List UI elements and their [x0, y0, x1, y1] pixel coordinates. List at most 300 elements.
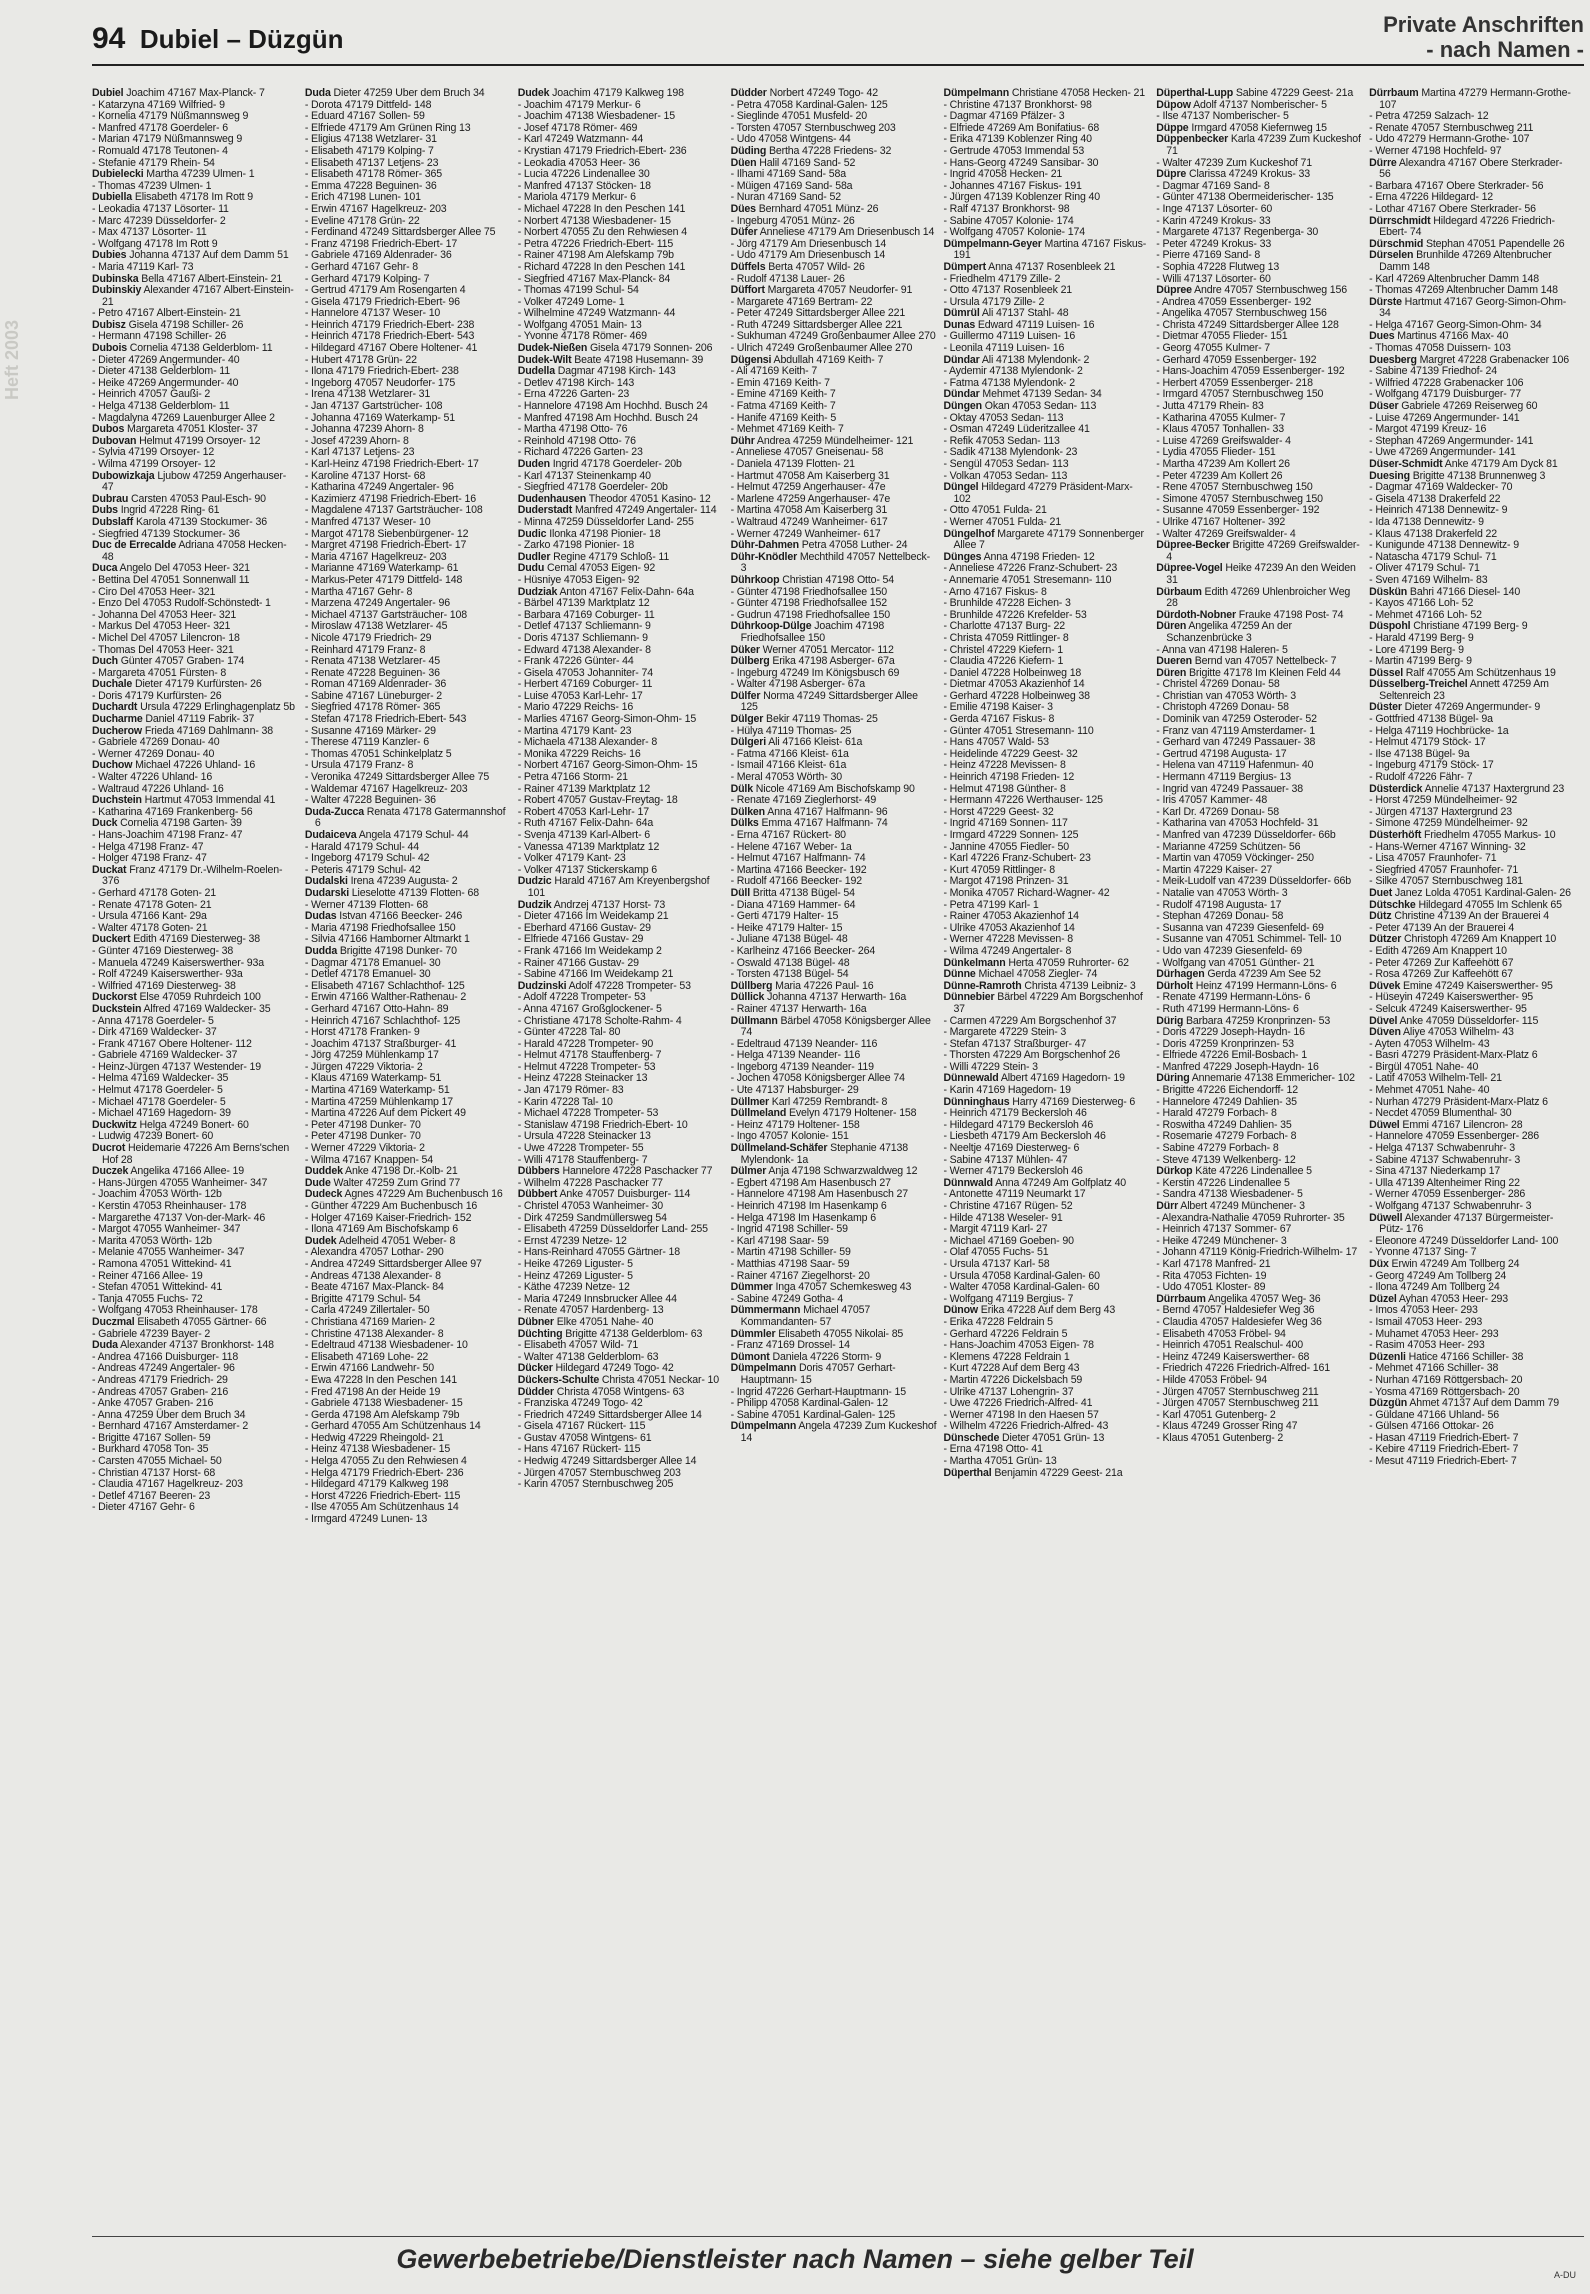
entry-details: - Jannine 47055 Fiedler- 50: [943, 840, 1069, 853]
surname: Dudu: [517, 562, 545, 575]
entry-details: - Jochen 47058 Königsberger Allee 74: [730, 1072, 905, 1085]
entry-details: - Nurhan 47279 Präsident-Marx-Platz 6: [1369, 1095, 1548, 1108]
entry-details: - Martina 47226 Auf dem Pickert 49: [304, 1107, 466, 1120]
entry-details: - Martina 47166 Beecker- 192: [730, 863, 867, 876]
surname: Düfer: [730, 226, 758, 239]
surname: Düsterhöft: [1369, 829, 1422, 841]
listing-column: [92, 88, 299, 2228]
entry-details: Stephanie 47138 Mylendonk- 1a: [740, 1142, 909, 1166]
entry-details: - Gustav 47058 Wintgens- 61: [517, 1431, 652, 1444]
entry-details: - Franz 47169 Drossel- 14: [730, 1339, 850, 1352]
entry-details: - Zarko 47198 Pionier- 18: [517, 539, 635, 552]
entry-details: - Volker 47137 Stickerskamp 6: [517, 863, 658, 876]
entry-details: - Manuela 47249 Kaiserswerther- 93a: [92, 956, 264, 969]
surname: Düdder: [730, 88, 767, 99]
entry-details: Angelo Del 47053 Heer- 321: [119, 562, 250, 575]
entry-details: - Otto 47051 Fulda- 21: [943, 504, 1047, 517]
entry-details: - Gabriele 47239 Bayer- 2: [92, 1327, 211, 1340]
entry-details: - Monika 47229 Reichs- 16: [517, 747, 641, 760]
entry-details: - Ulrich 47249 Großenbaumer Allee 270: [730, 342, 913, 355]
entry-details: - Marita 47053 Wörth- 12b: [92, 1234, 212, 1247]
entry-details: - Waltraud 47226 Uhland- 16: [92, 782, 224, 795]
entry-details: Ingrid 47228 Ring- 61: [120, 504, 220, 517]
entry-details: - Karl 47198 Saar- 59: [730, 1234, 829, 1247]
entry-details: - Christine 47137 Bronkhorst- 98: [943, 98, 1092, 111]
entry-details: Ayhan 47053 Heer- 293: [1398, 1292, 1509, 1305]
surname: Dührkoop-Dülge: [730, 620, 812, 633]
entry-details: Gisela 47198 Schiller- 26: [128, 318, 244, 331]
surname: Dülgeri: [730, 736, 767, 749]
entry-details: - Petra 47259 Salzach- 12: [1369, 110, 1489, 123]
entry-details: - Werner 47198 Hochfeld- 97: [1369, 144, 1502, 157]
entry-details: - Gerhard 47179 Kolping- 7: [304, 272, 430, 285]
entry-details: - Walter 47228 Beguinen- 36: [304, 794, 436, 807]
entry-details: - Jürgen 47137 Haxtergrund 23: [1369, 805, 1513, 818]
entry-details: - Ingrid 47169 Sonnen- 117: [943, 817, 1068, 830]
entry-details: - Müigen 47169 Sand- 58a: [730, 179, 853, 192]
entry-details: - Claudia 47167 Hagelkreuz- 203: [92, 1478, 243, 1491]
entry-details: - Kurt 47228 Auf dem Berg 43: [943, 1362, 1080, 1375]
listing-column: [1369, 88, 1576, 2228]
entry-details: Margareta 47057 Neudorfer- 91: [767, 284, 913, 297]
entry-details: - Gerhard 47178 Goten- 21: [92, 886, 217, 899]
entry-details: - Angelika 47057 Sternbuschweg 156: [1156, 307, 1327, 320]
entry-details: - Georg 47055 Kulmer- 7: [1156, 342, 1271, 355]
entry-details: - Hans-Werner 47167 Winning- 32: [1369, 840, 1526, 853]
section-title-line2: - nach Namen -: [1426, 37, 1584, 62]
entry-details: - Michael 47169 Hagedorn- 39: [92, 1107, 231, 1120]
entry-details: - Rainer 47137 Herwarth- 16a: [730, 1002, 867, 1015]
entry-details: Ali 47137 Stahl- 48: [981, 307, 1069, 320]
surname: Duckstein: [92, 1002, 142, 1015]
surname: Dünkelmann: [943, 956, 1006, 969]
entry-details: Albert 47249 Münchener- 3: [1180, 1200, 1305, 1212]
entry-details: - Lisa 47057 Fraunhofer- 71: [1369, 852, 1497, 865]
entry-details: - Ciro Del 47053 Heer- 321: [92, 585, 216, 598]
surname: Düpow: [1156, 98, 1191, 111]
listing-columns: [92, 88, 1576, 2228]
entry-details: Günter 47057 Graben- 174: [120, 655, 245, 668]
surname: Dudzic: [517, 875, 552, 888]
entry-details: - Andreas 47057 Graben- 216: [92, 1385, 229, 1398]
entry-details: - Walter 47198 Asberger- 67a: [730, 678, 865, 691]
entry-details: - Willi 47178 Stauffenberg- 7: [517, 1153, 648, 1166]
entry-details: Hannelore 47228 Paschacker 77: [562, 1165, 713, 1178]
entry-details: - Gerti 47179 Halter- 15: [730, 910, 839, 923]
entry-details: - Ute 47137 Habsburger- 29: [730, 1084, 859, 1097]
entry-details: - Martin 47226 Dickelsbach 59: [943, 1373, 1083, 1386]
surname: Duesberg: [1369, 353, 1417, 366]
entry-details: - Werner 47179 Beckersloh 46: [943, 1165, 1083, 1178]
entry-details: - Günter 47051 Stresemann- 110: [943, 724, 1094, 737]
entry-details: - Helga 47198 Franz- 47: [92, 840, 204, 853]
entry-details: Brigitte 47138 Gelderblom- 63: [565, 1327, 703, 1340]
entry-details: - Carsten 47055 Michael- 50: [92, 1455, 222, 1468]
entry-details: - Siegfried 47167 Max-Planck- 84: [517, 272, 671, 285]
surname: Dudda: [304, 944, 338, 957]
surname: Dudalski: [304, 875, 348, 888]
listing-entry: [518, 1479, 725, 1491]
entry-details: - Heidelinde 47229 Geest- 32: [943, 747, 1078, 760]
listing-entry: [92, 1143, 299, 1166]
entry-details: - Johanna 47239 Ahorn- 8: [304, 423, 424, 436]
entry-details: - Heinrich 47167 Schlachthof- 125: [304, 1014, 461, 1027]
entry-details: Emine 47249 Kaiserswerther- 95: [1403, 979, 1553, 992]
entry-details: - Rene 47057 Sternbuschweg 150: [1156, 481, 1313, 494]
entry-details: Beate 47198 Husemann- 39: [574, 353, 704, 366]
entry-details: - Ayten 47053 Wilhelm- 43: [1369, 1037, 1490, 1050]
entry-details: - Rainer 47198 Am Alefskamp 79b: [517, 249, 674, 262]
entry-details: Else 47059 Ruhrdeich 100: [139, 991, 261, 1004]
entry-details: Anna 47167 Halfmann- 96: [767, 805, 888, 818]
entry-details: - Torsten 47057 Sternbuschweg 203: [730, 121, 896, 134]
entry-details: - Sven 47169 Wilhelm- 83: [1369, 573, 1488, 586]
entry-details: - Heinrich 47057 Gaußi- 2: [92, 388, 211, 401]
entry-details: - Ruth 47167 Felix-Dahn- 64a: [517, 817, 654, 830]
entry-details: - Manfred 47229 Joseph-Haydn- 16: [1156, 1060, 1319, 1073]
surname: Dützer: [1369, 933, 1402, 946]
entry-details: - Gerhard 47226 Feldrain 5: [943, 1327, 1068, 1340]
entry-details: - Sabine 47137 Schwabenruhr- 3: [1369, 1153, 1521, 1166]
surname: Düllmeland: [730, 1107, 787, 1120]
entry-details: - Helmut 47167 Halfmann- 74: [730, 852, 866, 865]
entry-details: - Marian 47179 Nüßmannsweg 9: [92, 133, 243, 146]
entry-details: - Edith 47269 Am Knappert 10: [1369, 944, 1507, 957]
entry-details: - Hans-Reinhard 47055 Gärtner- 18: [517, 1246, 681, 1259]
entry-details: - Udo 47051 Kloster- 89: [1156, 1281, 1266, 1294]
entry-details: - Steve 47139 Welkenberg- 12: [1156, 1153, 1296, 1166]
entry-details: - Margit 47119 Karl- 27: [943, 1223, 1048, 1236]
entry-details: - Dagmar 47169 Pfälzer- 3: [943, 110, 1065, 123]
entry-details: - Stanislaw 47198 Friedrich-Ebert- 10: [517, 1118, 688, 1131]
entry-details: Adelheid 47051 Weber- 8: [338, 1234, 456, 1247]
entry-details: - Rainer 47167 Ziegelhorst- 20: [730, 1269, 870, 1282]
entry-details: Daniela 47226 Storm- 9: [772, 1350, 882, 1363]
entry-details: Anke 47179 Am Dyck 81: [1444, 458, 1558, 470]
entry-details: - Karin 47169 Hagedorn- 19: [943, 1084, 1071, 1097]
surname: Dückers-Schulte: [517, 1373, 600, 1386]
entry-details: Michael 47058 Ziegler- 74: [978, 968, 1098, 981]
surname: Düring: [1156, 1072, 1190, 1085]
surname: Dündar: [943, 353, 980, 366]
entry-details: Sabine 47229 Geest- 21a: [1235, 88, 1354, 99]
entry-details: - Horst 47259 Mündelheimer- 92: [1369, 794, 1518, 807]
entry-details: - Helga 47167 Georg-Simon-Ohm- 34: [1369, 318, 1542, 331]
entry-details: Elisabeth 47178 Im Rott 9: [134, 191, 253, 204]
listing-entry: [731, 621, 938, 644]
entry-details: - Andrea 47166 Duisburger- 118: [92, 1350, 239, 1363]
entry-details: - Hildegard 47179 Kalkweg 198: [304, 1478, 449, 1491]
entry-details: - Petra 47166 Storm- 21: [517, 771, 628, 784]
surname: Duda-Zucca: [304, 805, 364, 818]
entry-details: Brunhilde 47269 Altenbrucher Damm 148: [1379, 249, 1552, 273]
entry-details: Frieda 47169 Dahlmann- 38: [144, 724, 273, 737]
entry-details: - Torsten 47138 Bügel- 54: [730, 968, 849, 981]
entry-details: Bärbel 47229 Am Borgschenhof 37: [953, 991, 1143, 1015]
entry-details: - Gerhard van 47249 Passauer- 38: [1156, 736, 1316, 749]
entry-details: - Gabriele 47138 Wiesbadener- 15: [304, 1397, 463, 1410]
entry-details: - Hüsniye 47053 Eigen- 92: [517, 573, 640, 586]
entry-details: Abdullah 47169 Keith- 7: [773, 353, 884, 366]
entry-details: - Peter 47249 Krokus- 33: [1156, 237, 1272, 250]
entry-details: - Katharina 47249 Angertaler- 96: [304, 481, 454, 494]
entry-details: - Leokadia 47137 Lösorter- 11: [92, 202, 229, 215]
entry-details: Dieter 47051 Grün- 13: [1002, 1431, 1105, 1444]
entry-details: - Heike 47269 Liguster- 5: [517, 1257, 633, 1270]
listing-column: [1156, 88, 1363, 2228]
entry-details: - Emine 47169 Keith- 7: [730, 388, 836, 401]
entry-details: - Ramona 47051 Wittekind- 41: [92, 1257, 232, 1270]
entry-details: - Josef 47178 Römer- 469: [517, 121, 638, 134]
entry-details: Brigitte 47138 Brunnenweg 3: [1412, 469, 1546, 482]
entry-details: Karla 47239 Zum Kuckeshof 71: [1166, 133, 1361, 157]
entry-details: - Werner 47051 Fulda- 21: [943, 515, 1061, 528]
page-number: 94: [92, 22, 126, 55]
entry-details: Hildegard 47249 Togo- 42: [555, 1362, 674, 1375]
entry-details: - Heinz 47228 Steinacker 13: [517, 1072, 648, 1085]
entry-details: Karl 47259 Rembrandt- 8: [771, 1095, 888, 1108]
entry-details: - Fred 47198 An der Heide 19: [304, 1385, 441, 1398]
entry-details: - Friedhelm 47179 Zille- 2: [943, 272, 1061, 285]
entry-details: - Martha 47198 Otto- 76: [517, 423, 628, 436]
entry-details: - Thorsten 47229 Am Borgschenhof 26: [943, 1049, 1120, 1062]
entry-details: Brigitte 47178 Im Kleinen Feld 44: [1188, 666, 1341, 679]
surname: Duc de Errecalde: [92, 539, 177, 552]
listing-entry: [731, 1016, 938, 1039]
entry-details: Ursula 47229 Erlinghagenplatz 5b: [140, 701, 295, 714]
entry-details: - Helmut 47179 Stöck- 17: [1369, 736, 1486, 749]
surname: Ducharme: [92, 713, 143, 726]
surname: Dues: [1369, 330, 1395, 343]
entry-details: - Mehmet 47166 Schiller- 38: [1369, 1362, 1499, 1375]
entry-details: - Ursula 47058 Kardinal-Galen- 60: [943, 1269, 1100, 1282]
entry-details: - Michael 47178 Goerdeler- 5: [92, 1095, 226, 1108]
entry-details: - Ilona 47169 Am Bischofskamp 6: [304, 1223, 459, 1236]
entry-details: Christine 47139 An der Brauerei 4: [1394, 910, 1549, 923]
entry-details: Alfred 47169 Waldecker- 35: [143, 1002, 271, 1015]
surname: Düskün: [1369, 585, 1408, 598]
entry-details: - Latif 47053 Wilhelm-Tell- 21: [1369, 1072, 1502, 1085]
entry-details: Dagmar 47198 Kirch- 143: [557, 365, 676, 378]
entry-details: - Roswitha 47249 Dahlien- 35: [1156, 1118, 1292, 1131]
surname: Düll: [730, 886, 750, 899]
surname: Duckat: [92, 863, 127, 876]
surname: Dübbert: [517, 1188, 558, 1201]
entry-details: - Ulrike 47137 Lohengrin- 37: [943, 1385, 1074, 1398]
surname: Dubs: [92, 504, 118, 517]
surname: Duden: [517, 458, 550, 470]
entry-details: Helga 47249 Bonert- 60: [139, 1118, 249, 1131]
surname: Dürholt: [1156, 979, 1193, 992]
surname: Dügensi: [730, 353, 772, 366]
entry-details: - Klaus 47249 Grosser Ring 47: [1156, 1420, 1298, 1433]
surname: Dubos: [92, 423, 125, 436]
listing-entry: [1156, 134, 1363, 157]
entry-details: - Rita 47053 Fichten- 19: [1156, 1269, 1267, 1282]
entry-details: - Friedrich 47249 Sittardsberger Allee 14: [517, 1408, 702, 1421]
entry-details: - Manfred 47178 Goerdeler- 6: [92, 121, 228, 134]
entry-details: Daniel 47119 Fabrik- 37: [145, 713, 255, 726]
entry-details: Frauke 47198 Post- 74: [1238, 608, 1344, 621]
surname: Düperthal: [943, 1466, 992, 1479]
surname: Dürre: [1369, 156, 1397, 169]
entry-details: Bahri 47166 Diesel- 140: [1409, 585, 1521, 598]
entry-details: - Marianne 47259 Schützen- 56: [1156, 840, 1301, 853]
entry-details: - Maria 47167 Hagelkreuz- 203: [304, 550, 447, 563]
entry-details: - Katharina van 47053 Hochfeld- 31: [1156, 817, 1319, 830]
entry-details: - Martina 47259 Mühlenkamp 17: [304, 1095, 454, 1108]
listing-entry: [1369, 88, 1576, 111]
section-title-line1: Private Anschriften: [1383, 12, 1584, 37]
entry-details: - Inge 47137 Lösorter- 60: [1156, 202, 1273, 215]
entry-details: - Romuald 47178 Teutonen- 4: [92, 144, 228, 157]
entry-details: - Ida 47138 Dennewitz- 9: [1369, 515, 1484, 528]
entry-details: - Kerstin 47053 Rheinhauser- 178: [92, 1200, 247, 1212]
entry-details: Albert 47169 Hagedorn- 19: [1000, 1072, 1125, 1085]
page-code: A-DU: [1554, 2270, 1576, 2280]
entry-details: - Volkan 47053 Sedan- 113: [943, 469, 1068, 482]
entry-details: - Karin 47057 Sternbuschweg 205: [517, 1478, 674, 1491]
surname: Duesing: [1369, 469, 1410, 482]
entry-details: - Carla 47249 Zillertaler- 50: [304, 1304, 430, 1317]
surname: Dülger: [730, 713, 764, 726]
entry-details: - Heinz 47249 Kaiserswerther- 68: [1156, 1350, 1310, 1363]
surname: Dülk: [730, 782, 753, 795]
entry-details: - Lothar 47167 Obere Sterkrader- 56: [1369, 202, 1536, 215]
entry-details: - Margot 47178 Siebenbürgener- 12: [304, 527, 469, 540]
entry-details: - Helga 47198 Im Hasenkamp 6: [730, 1211, 876, 1224]
entry-details: - Erich 47198 Lunen- 101: [304, 191, 421, 204]
entry-details: - Ursula 47179 Franz- 8: [304, 759, 414, 772]
entry-details: - Dirk 47169 Waldecker- 37: [92, 1026, 217, 1039]
entry-details: - Heinz 47179 Holtener- 158: [730, 1118, 860, 1131]
entry-details: - Walter 47178 Goten- 21: [92, 921, 208, 934]
entry-details: - Wilhelm 47228 Paschacker 77: [517, 1176, 663, 1189]
listing-entry: [1369, 250, 1576, 273]
entry-details: - Ralf 47137 Bronkhorst- 98: [943, 202, 1070, 215]
entry-details: - Manfred 47137 Stöcken- 18: [517, 179, 651, 192]
entry-details: - Petra 47199 Karl- 1: [943, 898, 1039, 911]
surname: Düster: [1369, 701, 1402, 714]
surname: Düker: [730, 643, 760, 656]
entry-details: - Franz 47198 Friedrich-Ebert- 17: [304, 237, 458, 250]
entry-details: - Christiane 47178 Scholte-Rahm- 4: [517, 1014, 682, 1027]
entry-details: - Eleonore 47249 Düsseldorfer Land- 100: [1369, 1234, 1559, 1247]
entry-details: - Irmgard 47249 Lunen- 13: [304, 1513, 428, 1526]
entry-details: Hartmut 47167 Georg-Simon-Ohm- 34: [1379, 295, 1567, 320]
entry-details: - Sabine 47139 Friedhof- 24: [1369, 365, 1498, 378]
entry-details: Emma 47167 Halfmann- 74: [761, 817, 888, 830]
entry-details: - Michael 47137 Gartsträucher- 108: [304, 608, 467, 621]
entry-details: - Luise 47269 Angermunder- 141: [1369, 411, 1520, 424]
entry-details: - Edward 47138 Alexander- 8: [517, 643, 651, 656]
entry-details: Adolf 47228 Trompeter- 53: [568, 979, 691, 992]
entry-details: - Necdet 47059 Blumenthal- 30: [1369, 1107, 1512, 1120]
entry-details: - Michaela 47138 Alexander- 8: [517, 736, 658, 749]
entry-details: Helmut 47199 Orsoyer- 12: [139, 434, 261, 447]
entry-details: - Wolfgang van 47051 Günther- 21: [1156, 956, 1315, 969]
surname: Dudzik: [517, 898, 552, 911]
entry-details: Heinz 47199 Hermann-Löns- 6: [1195, 979, 1337, 992]
surname: Dümpelmann: [730, 1420, 797, 1433]
entry-details: Joachim 47198 Friedhofsallee 150: [740, 620, 885, 644]
entry-details: - Hans-Jürgen 47055 Wanheimer- 347: [92, 1176, 268, 1189]
entry-details: - Rudolf 47198 Augusta- 17: [1156, 898, 1282, 911]
entry-details: - Helena van 47119 Hafenmun- 40: [1156, 759, 1314, 772]
surname: Düdder: [517, 1385, 554, 1398]
entry-details: - Juliane 47138 Bügel- 48: [730, 933, 848, 946]
entry-details: - Nuran 47169 Sand- 52: [730, 191, 841, 204]
entry-details: - Erna 47226 Hildegard- 12: [1369, 191, 1494, 204]
surname: Düen: [730, 156, 757, 169]
surname: Dürselen: [1369, 249, 1414, 262]
entry-details: Michael 47226 Uhland- 16: [135, 759, 256, 772]
entry-details: - Martha 47051 Grün- 13: [943, 1455, 1057, 1468]
entry-details: - Monika 47057 Richard-Wagner- 42: [943, 886, 1110, 899]
entry-details: - Udo van 47239 Giesenfeld- 69: [1156, 944, 1302, 957]
entry-details: - Mehmet 47166 Loh- 52: [1369, 608, 1482, 621]
surname: Dürrschmidt: [1369, 214, 1431, 227]
entry-details: - Hanife 47169 Keith- 5: [730, 411, 837, 424]
entry-details: - Anna van 47198 Haleren- 5: [1156, 643, 1288, 656]
entry-details: - Renate 47169 Zieglerhorst- 49: [730, 794, 877, 807]
entry-details: - Martin 47198 Schiller- 59: [730, 1246, 851, 1259]
entry-details: - Stephan 47269 Angermunder- 141: [1369, 434, 1534, 447]
entry-details: Gabriele 47269 Reiserweg 60: [1401, 400, 1538, 413]
surname: Dürbaum: [1156, 585, 1202, 598]
entry-details: - Harald 47279 Forbach- 8: [1156, 1107, 1277, 1120]
entry-details: - Petro 47167 Albert-Einstein- 21: [92, 307, 241, 320]
entry-details: Ilonka 47198 Pionier- 18: [549, 527, 661, 540]
entry-details: - Ursula 47179 Zille- 2: [943, 295, 1045, 308]
listing-entry: [731, 1143, 938, 1166]
entry-details: - Harald 47199 Berg- 9: [1369, 631, 1474, 644]
entry-details: - Thomas 47058 Duissern- 103: [1369, 342, 1511, 355]
surname: Dütschke: [1369, 898, 1416, 911]
entry-details: - Christa 47059 Rittlinger- 8: [943, 631, 1069, 644]
entry-details: - Jan 47179 Römer- 83: [517, 1084, 624, 1097]
entry-details: Aliye 47053 Wilhelm- 43: [1403, 1026, 1514, 1039]
entry-details: - Maria 47119 Karl- 73: [92, 260, 194, 273]
entry-details: - Alexandra 47057 Lothar- 290: [304, 1246, 444, 1259]
entry-details: - Fatma 47169 Keith- 7: [730, 400, 836, 413]
surname: Dührkoop: [730, 573, 780, 586]
entry-details: - Manfred 47198 Am Hochhd. Busch 24: [517, 411, 698, 424]
entry-details: - Ali 47169 Keith- 7: [730, 365, 818, 378]
surname: Duda: [304, 88, 331, 99]
entry-details: Christoph 47269 Am Knappert 10: [1404, 933, 1557, 946]
surname: Düpree-Vogel: [1156, 562, 1223, 575]
entry-details: - Silke 47057 Sternbuschweg 181: [1369, 875, 1523, 888]
entry-details: Mechthild 47057 Nettelbeck- 3: [740, 550, 931, 575]
entry-details: - Hilde 47053 Fröbel- 94: [1156, 1373, 1267, 1386]
surname: Düvek: [1369, 979, 1401, 992]
entry-details: - Sabine 47166 Im Weidekamp 21: [517, 968, 674, 981]
entry-details: Martha 47239 Ulmen- 1: [146, 168, 255, 181]
page-header-left: [92, 22, 344, 56]
entry-details: - Waldemar 47167 Hagelkreuz- 203: [304, 782, 468, 795]
entry-details: Nicole 47169 Am Bischofskamp 90: [755, 782, 915, 795]
entry-details: - Karl 47269 Altenbrucher Damm 148: [1369, 272, 1539, 285]
entry-details: - Martina 47058 Am Kaiserberg 31: [730, 504, 888, 517]
entry-details: - Thomas 47051 Schinkelplatz 5: [304, 747, 452, 760]
entry-details: - Karl 47178 Manfred- 21: [1156, 1257, 1271, 1270]
entry-details: - Günter 47169 Diesterweg- 38: [92, 944, 234, 957]
entry-details: Stephan 47051 Papendelle 26: [1425, 237, 1565, 250]
entry-details: - Johanna Del 47053 Heer- 321: [92, 608, 237, 621]
entry-details: Anneliese 47179 Am Driesenbusch 14: [759, 226, 935, 239]
entry-details: - Bärbel 47139 Marktplatz 12: [517, 597, 650, 610]
